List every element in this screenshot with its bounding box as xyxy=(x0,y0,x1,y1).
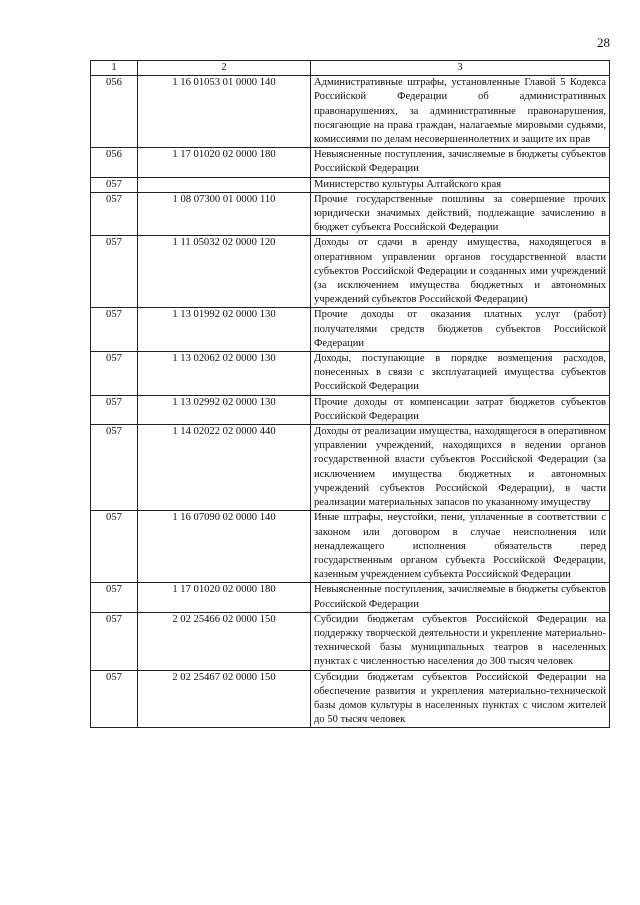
table-row xyxy=(91,425,610,511)
table-row xyxy=(91,236,610,308)
revenue-code-cell: 1 11 05032 02 0000 120 xyxy=(138,236,311,308)
revenue-code-cell: 1 14 02022 02 0000 440 xyxy=(138,425,311,511)
table-row xyxy=(91,76,610,148)
revenue-name-cell: Прочие доходы от оказания платных услуг (работ) получателями средств бюджетов субъектов Российской Федерации xyxy=(311,308,610,352)
admin-code-cell: 057 xyxy=(91,308,138,352)
admin-code-cell: 057 xyxy=(91,236,138,308)
admin-code-cell: 057 xyxy=(91,425,138,511)
column-header-1: 1 xyxy=(91,61,138,76)
revenue-name-cell: Министерство культуры Алтайского края xyxy=(311,177,610,192)
revenue-code-cell: 1 13 01992 02 0000 130 xyxy=(138,308,311,352)
revenue-name-cell: Прочие государственные пошлины за совершение прочих юридически значимых действий, подлежащие зачислению в бюджет субъекта Российской Федерации xyxy=(311,192,610,236)
revenue-code-cell: 1 08 07300 01 0000 110 xyxy=(138,192,311,236)
admin-code-cell: 057 xyxy=(91,395,138,424)
revenue-code-cell: 1 17 01020 02 0000 180 xyxy=(138,583,311,612)
revenue-code-cell: 2 02 25466 02 0000 150 xyxy=(138,612,311,670)
table-row xyxy=(91,612,610,670)
table-row xyxy=(91,583,610,612)
revenue-code-cell: 1 17 01020 02 0000 180 xyxy=(138,148,311,177)
table-header-row xyxy=(91,61,610,76)
table-row xyxy=(91,352,610,396)
admin-code-cell: 056 xyxy=(91,148,138,177)
revenue-name-cell: Субсидии бюджетам субъектов Российской Федерации на обеспечение развития и укрепления материально-технической базы домов культуры в населенных пунктах с числом жителей до 50 тысяч человек xyxy=(311,670,610,728)
admin-code-cell: 057 xyxy=(91,583,138,612)
revenue-name-cell: Невыясненные поступления, зачисляемые в бюджеты субъектов Российской Федерации xyxy=(311,148,610,177)
table-row xyxy=(91,511,610,583)
column-header-2: 2 xyxy=(138,61,311,76)
revenue-name-cell: Доходы от реализации имущества, находящегося в оперативном управлении учреждений, находящихся в ведении органов государственной власти субъектов Российской Федерации (за исключением имущества бюджетных и автономных учреждений субъектов Российской Федерации), в части реализации материальных запасов по указанному имуществу xyxy=(311,425,610,511)
admin-code-cell: 057 xyxy=(91,352,138,396)
admin-code-cell: 056 xyxy=(91,76,138,148)
revenue-name-cell: Административные штрафы, установленные Главой 5 Кодекса Российской Федерации об административных правонарушениях, за административные правонарушения, посягающие на права граждан, налагаемые мировыми судьями, комиссиями по делам несовершеннолетних и защите их прав xyxy=(311,76,610,148)
revenue-name-cell: Прочие доходы от компенсации затрат бюджетов субъектов Российской Федерации xyxy=(311,395,610,424)
revenue-code-cell: 1 13 02992 02 0000 130 xyxy=(138,395,311,424)
revenue-name-cell: Доходы от сдачи в аренду имущества, находящегося в оперативном управлении органов государственной власти субъектов Российской Федерации и созданных ими учреждений (за исключением имущества бюджетных и автономных учреждений субъектов Российской Федерации) xyxy=(311,236,610,308)
page-number: 28 xyxy=(597,35,610,50)
table-row xyxy=(91,308,610,352)
admin-code-cell: 057 xyxy=(91,612,138,670)
table-row xyxy=(91,192,610,236)
table-row xyxy=(91,670,610,728)
revenue-code-cell xyxy=(138,177,311,192)
revenue-codes-table xyxy=(90,60,610,728)
admin-code-cell: 057 xyxy=(91,511,138,583)
admin-code-cell: 057 xyxy=(91,177,138,192)
revenue-code-cell: 1 16 01053 01 0000 140 xyxy=(138,76,311,148)
revenue-name-cell: Доходы, поступающие в порядке возмещения расходов, понесенных в связи с эксплуатацией имущества субъектов Российской Федерации xyxy=(311,352,610,396)
revenue-code-cell: 1 16 07090 02 0000 140 xyxy=(138,511,311,583)
revenue-name-cell: Невыясненные поступления, зачисляемые в бюджеты субъектов Российской Федерации xyxy=(311,583,610,612)
table-row xyxy=(91,148,610,177)
admin-code-cell: 057 xyxy=(91,670,138,728)
revenue-code-cell: 1 13 02062 02 0000 130 xyxy=(138,352,311,396)
table-row xyxy=(91,177,610,192)
revenue-name-cell: Субсидии бюджетам субъектов Российской Федерации на поддержку творческой деятельности и укрепление материально-технической базы муниципальных театров в населенных пунктах с численностью населения до 300 тысяч человек xyxy=(311,612,610,670)
column-header-3: 3 xyxy=(311,61,610,76)
admin-code-cell: 057 xyxy=(91,192,138,236)
table-row xyxy=(91,395,610,424)
revenue-name-cell: Иные штрафы, неустойки, пени, уплаченные в соответствии с законом или договором в случае неисполнения или ненадлежащего исполнения обязательств перед государственным органом субъекта Российской Федерации, казенным учреждением субъекта Российской Федерации xyxy=(311,511,610,583)
revenue-code-cell: 2 02 25467 02 0000 150 xyxy=(138,670,311,728)
